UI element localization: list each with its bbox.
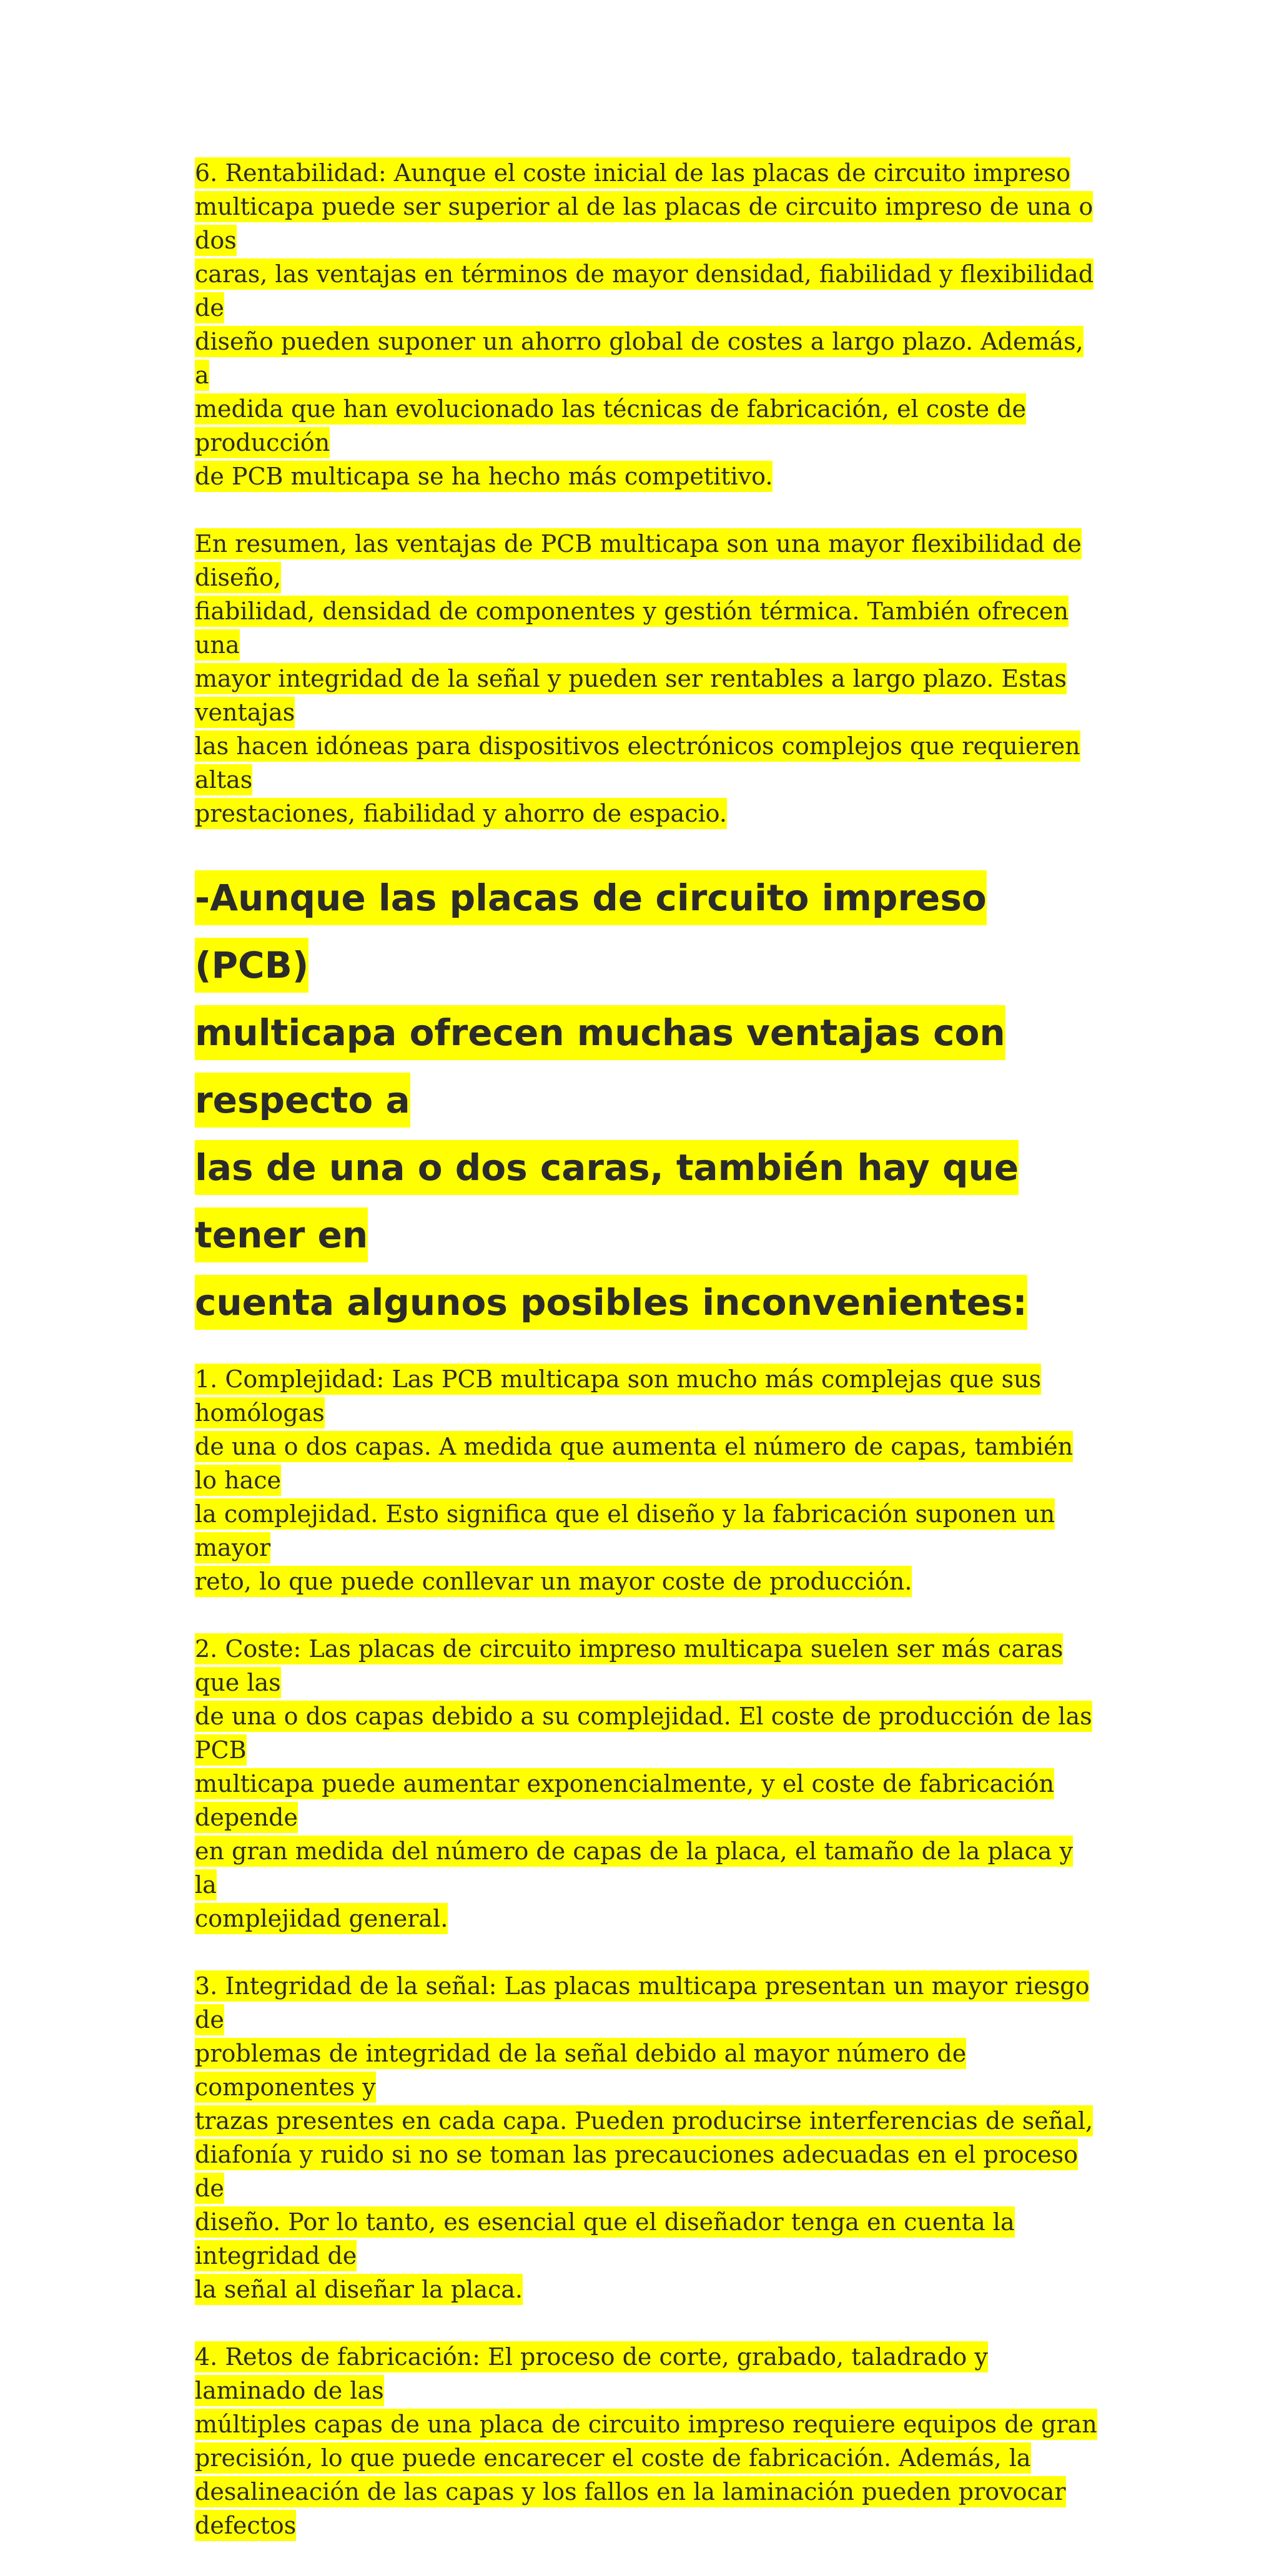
paragraph-rentabilidad [195,156,1100,493]
paragraph-coste [195,1632,1100,1935]
paragraph-integridad [195,1969,1100,2306]
highlighted-text: 3. Integridad de la señal: Las placas multicapa presentan un mayor riesgo de problemas de integridad de la señal debido al mayor número de componentes y trazas presentes en cada capa. Pueden producirse interferencias de señal, diafonía y ruido si no se toman las precauciones adecuadas en el proceso de diseño. Por lo tanto, es esencial que el diseñador tenga en cuenta la integridad de la señal al diseñar la placa. [195,1970,1093,2305]
highlighted-heading: -Aunque las placas de circuito impreso (PCB) multicapa ofrecen muchas ventajas con respecto a las de una o dos caras, también hay que tener en cuenta algunos posibles inconvenientes: [195,870,1027,1330]
document-page [195,156,1100,2576]
highlighted-text: 6. Rentabilidad: Aunque el coste inicial de las placas de circuito impreso multicapa puede ser superior al de las placas de circuito impreso de una o dos caras, las ventajas en términos de mayor densidad, fiabilidad y flexibilidad de diseño pueden suponer un ahorro global de costes a largo plazo. Además, a medida que han evolucionado las técnicas de fabricación, el coste de producción de PCB multicapa se ha hecho más competitivo. [195,157,1094,492]
highlighted-text: 2. Coste: Las placas de circuito impreso multicapa suelen ser más caras que las de una o dos capas debido a su complejidad. El coste de producción de las PCB multicapa puede aumentar exponencialmente, y el coste de fabricación depende en gran medida del número de capas de la placa, el tamaño de la placa y la complejidad general. [195,1633,1092,1934]
paragraph-complejidad [195,1362,1100,1598]
paragraph-retos [195,2340,1100,2542]
highlighted-text: En resumen, las ventajas de PCB multicapa son una mayor flexibilidad de diseño, fiabilidad, densidad de componentes y gestión térmica. También ofrecen una mayor integridad de la señal y pueden ser rentables a largo plazo. Estas ventajas las hacen idóneas para dispositivos electrónicos complejos que requieren altas prestaciones, fiabilidad y ahorro de espacio. [195,528,1082,829]
highlighted-text: 1. Complejidad: Las PCB multicapa son mucho más complejas que sus homólogas de una o dos capas. A medida que aumenta el número de capas, también lo hace la complejidad. Esto significa que el diseño y la fabricación suponen un mayor reto, lo que puede conllevar un mayor coste de producción. [195,1364,1073,1597]
paragraph-summary [195,527,1100,830]
section-heading [195,864,1100,1336]
highlighted-text: 4. Retos de fabricación: El proceso de corte, grabado, taladrado y laminado de las múltiples capas de una placa de circuito impreso requiere equipos de gran precisión, lo que puede encarecer el coste de fabricación. Además, la desalineación de las capas y los fallos en la laminación pueden provocar defectos [195,2341,1097,2541]
